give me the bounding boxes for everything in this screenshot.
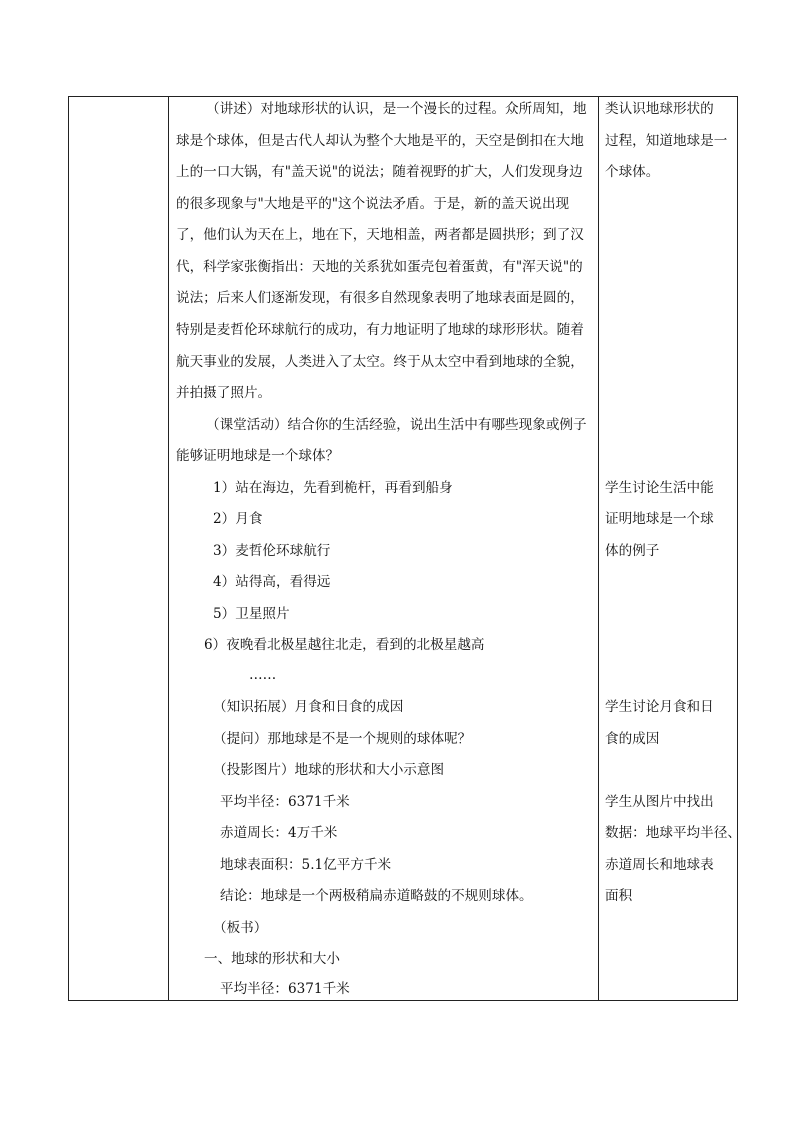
- text-line: 平均半径：6371千米: [220, 981, 350, 997]
- text-line: 了，他们认为天在上，地在下，天地相盖，两者都是圆拱形；到了汉: [176, 227, 584, 243]
- ellipsis: ……: [249, 667, 277, 683]
- text-line: 面积: [605, 888, 633, 904]
- text-line: 并拍摄了照片。: [176, 385, 272, 401]
- text-line: （课堂活动）结合你的生活经验，说出生活中有哪些现象或例子: [206, 417, 587, 433]
- text-line: 过程，知道地球是一: [605, 133, 728, 149]
- lesson-table: [68, 96, 741, 1001]
- text-line: 食的成因: [605, 731, 660, 747]
- table-column-left: [69, 97, 169, 1000]
- table-column-student-activity: [599, 97, 741, 1000]
- list-item: 1）站在海边，先看到桅杆，再看到船身: [213, 480, 453, 496]
- text-line: 球是个球体，但是古代人却认为整个大地是平的，天空是倒扣在大地: [176, 133, 584, 149]
- text-line: 学生讨论生活中能: [605, 480, 714, 496]
- text-line: 能够证明地球是一个球体？: [176, 448, 340, 464]
- text-line: 学生讨论月食和日: [605, 699, 714, 715]
- text-line: 结论：地球是一个两极稍扁赤道略鼓的不规则球体。: [220, 888, 533, 904]
- text-line: （提问）那地球是不是一个规则的球体呢？: [213, 731, 472, 747]
- list-item: 5）卫星照片: [213, 606, 290, 622]
- text-line: 说法；后来人们逐渐发现，有很多自然现象表明了地球表面是圆的，: [176, 290, 584, 306]
- text-line: 航天事业的发展，人类进入了太空。终于从太空中看到地球的全貌，: [176, 354, 584, 370]
- text-line: （投影图片）地球的形状和大小示意图: [213, 762, 445, 778]
- text-line: 数据：地球平均半径、: [605, 825, 741, 841]
- text-line: 体的例子: [605, 543, 660, 559]
- text-line: 学生从图片中找出: [605, 794, 714, 810]
- text-line: 上的一口大锅，有"盖天说"的说法；随着视野的扩大，人们发现身边: [176, 164, 583, 180]
- text-line: 特别是麦哲伦环球航行的成功，有力地证明了地球的球形形状。随着: [176, 322, 584, 338]
- text-line: 证明地球是一个球: [605, 511, 714, 527]
- text-line: （知识拓展）月食和日食的成因: [213, 699, 404, 715]
- table-column-teaching-content: [169, 97, 599, 1000]
- text-line: 赤道周长和地球表: [605, 857, 714, 873]
- text-line: 地球表面积：5.1亿平方千米: [220, 857, 392, 873]
- text-line: （板书）: [213, 920, 268, 936]
- text-line: 个球体。: [605, 164, 660, 180]
- list-item: 2）月食: [213, 511, 263, 527]
- text-line: 类认识地球形状的: [605, 101, 714, 117]
- text-line: 平均半径：6371千米: [220, 794, 350, 810]
- text-line: 赤道周长：4万千米: [220, 825, 338, 841]
- text-line: 代，科学家张衡指出：天地的关系犹如蛋壳包着蛋黄，有"浑天说"的: [176, 259, 583, 275]
- heading-line: 一、地球的形状和大小: [204, 951, 340, 967]
- list-item: 3）麦哲伦环球航行: [213, 543, 331, 559]
- list-item: 4）站得高，看得远: [213, 574, 331, 590]
- list-item: 6）夜晚看北极星越往北走，看到的北极星越高: [204, 637, 485, 653]
- text-line: （讲述）对地球形状的认识，是一个漫长的过程。众所周知，地: [206, 101, 587, 117]
- text-line: 的很多现象与"大地是平的"这个说法矛盾。于是，新的盖天说出现: [176, 196, 570, 212]
